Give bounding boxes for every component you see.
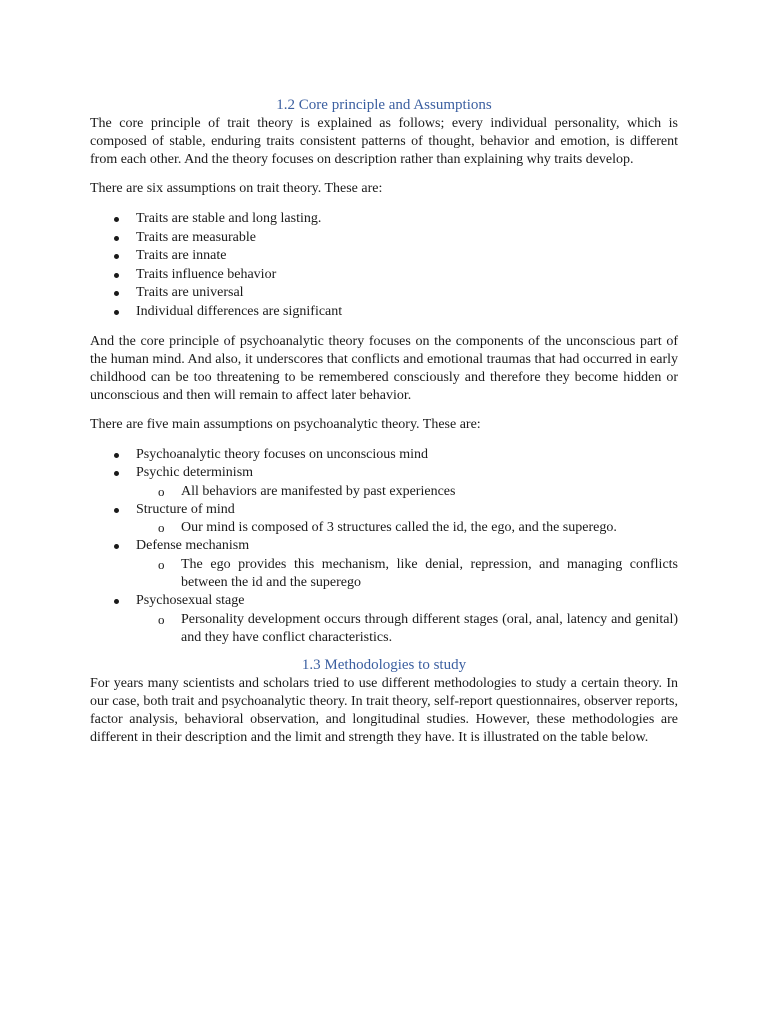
- list-item-label: Defense mechanism: [136, 538, 250, 554]
- list-item: [90, 501, 678, 538]
- sub-list-item: o The ego provides this mechanism, like denial, repression, and managing conflicts between the id and the superego: [136, 556, 678, 592]
- sub-list: [136, 611, 678, 647]
- paragraph-trait-assumptions-intro: There are six assumptions on trait theory. These are:: [90, 181, 383, 196]
- list-item: Traits are universal: [90, 284, 678, 303]
- list-item: [90, 464, 678, 501]
- list-item: Traits are stable and long lasting.: [90, 210, 678, 229]
- paragraph-psychoanalytic-core-principle: And the core principle of psychoanalytic theory focuses on the components of the unconscious part of the human mind. And also, it underscores that conflicts and emotional traumas that had occurred in early childhood can be too threatening to be remembered consciously and therefore they become hidden or unconscious and then will remain to affect later behavior.: [90, 333, 678, 403]
- list-item-label: Structure of mind: [136, 501, 235, 517]
- sub-list: [136, 556, 678, 592]
- section-heading-core-principle: 1.2 Core principle and Assumptions: [276, 97, 492, 113]
- list-item: Traits are measurable: [90, 229, 678, 248]
- paragraph-psychoanalytic-assumptions-intro: There are five main assumptions on psychoanalytic theory. These are:: [90, 416, 481, 432]
- section-heading-methodologies: 1.3 Methodologies to study: [301, 656, 467, 673]
- list-item: Traits are innate: [90, 247, 678, 266]
- sub-list-item: o Our mind is composed of 3 structures called the id, the ego, and the superego.: [136, 519, 678, 537]
- paragraph-trait-core-principle: The core principle of trait theory is explained as follows; every individual personality, which is composed of stable, enduring traits consistent patterns of thought, behavior and emotion, is different from each other. And the theory focuses on description rather than explaining why traits develop.: [90, 116, 678, 167]
- psychoanalytic-assumptions-list: [90, 446, 678, 647]
- list-item: Individual differences are significant: [90, 303, 678, 322]
- list-item: [90, 537, 678, 592]
- list-item: [90, 446, 678, 465]
- trait-assumptions-list: [90, 210, 678, 322]
- list-item-label: Psychoanalytic theory focuses on unconscious mind: [136, 446, 429, 462]
- paragraph-methodologies: For years many scientists and scholars tried to use different methodologies to study a certain theory. In our case, both trait and psychoanalytic theory. In trait theory, self-report questionnaires, observer reports, factor analysis, behavioral observation, and longitudinal studies. However, these methodologies are different in their description and the limit and strength they have. It is illustrated on the table below.: [90, 675, 678, 745]
- list-item-label: Psychosexual stage: [136, 592, 245, 608]
- list-item-label: Psychic determinism: [136, 465, 254, 481]
- list-item: Traits influence behavior: [90, 266, 678, 285]
- sub-list: [136, 483, 678, 501]
- sub-list-item: o Personality development occurs through different stages (oral, anal, latency and genital) and they have conflict characteristics.: [136, 611, 678, 647]
- sub-list-item: o All behaviors are manifested by past experiences: [136, 483, 678, 501]
- sub-list: [136, 519, 678, 537]
- list-item: [90, 592, 678, 647]
